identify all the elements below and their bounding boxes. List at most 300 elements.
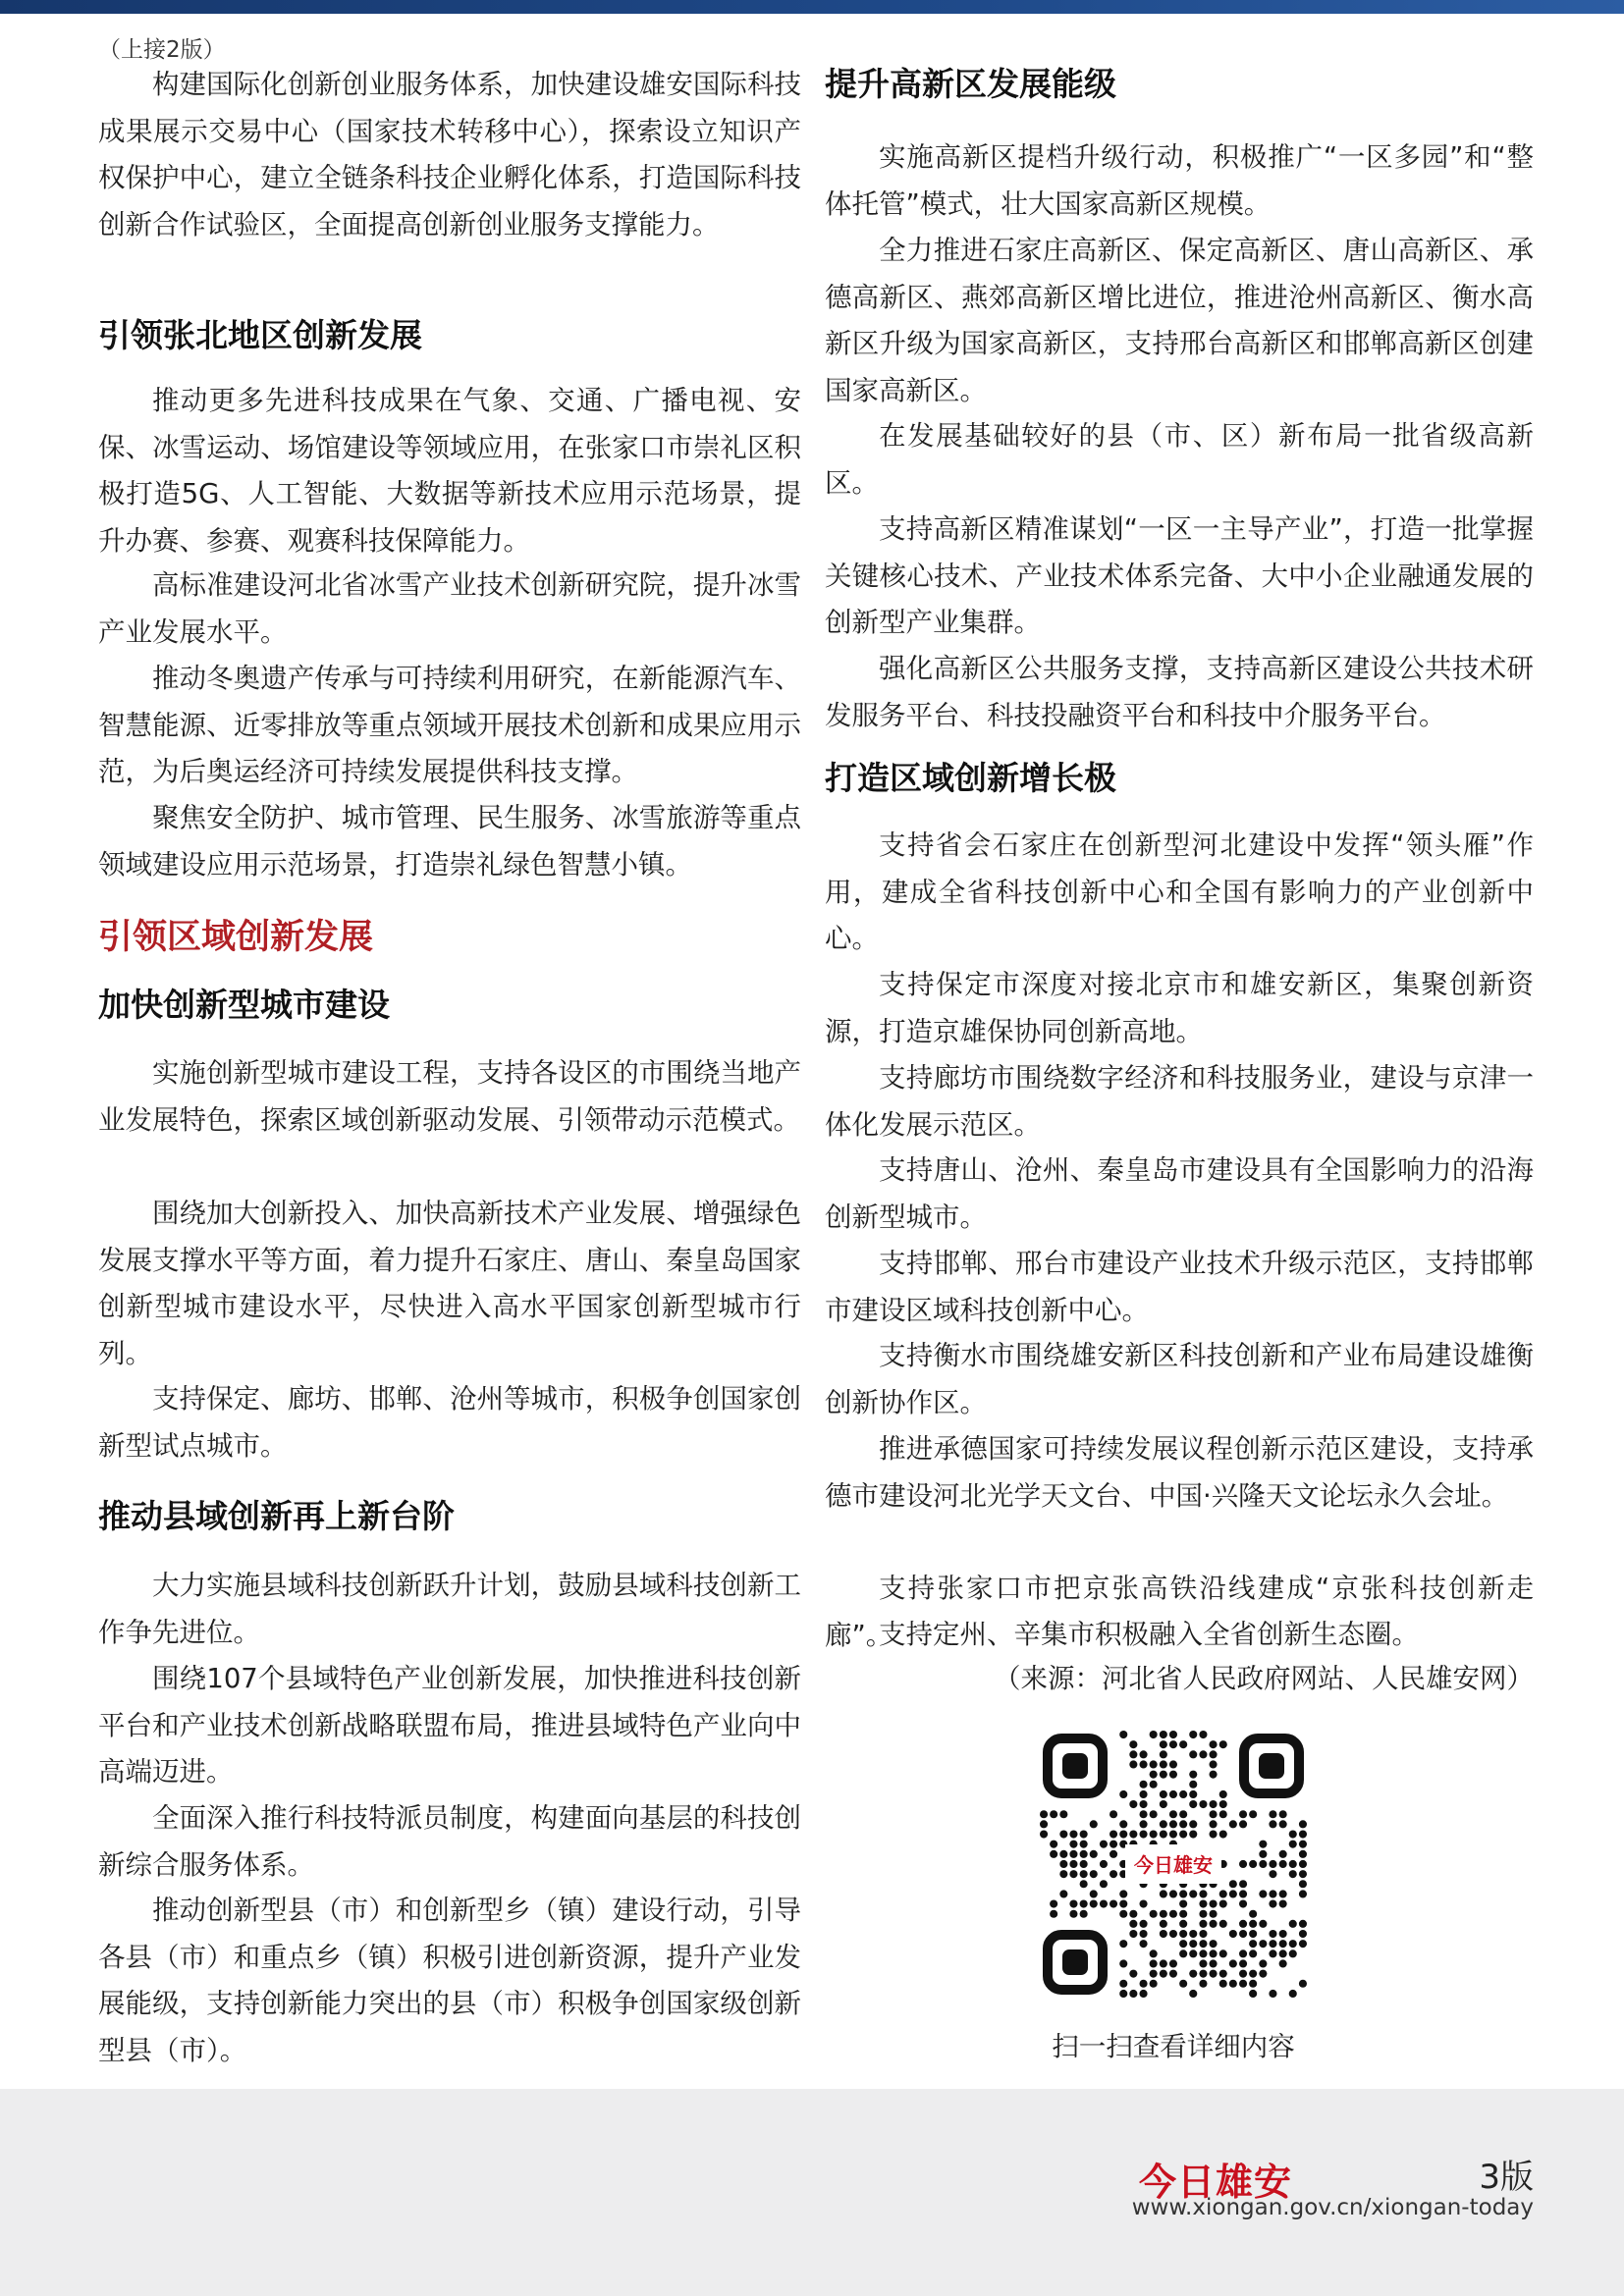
qr-module [1249, 1970, 1257, 1978]
qr-module [1080, 1910, 1088, 1918]
qr-module [1259, 1841, 1267, 1848]
qr-module [1199, 1910, 1207, 1918]
qr-module [1279, 1959, 1287, 1967]
qr-module [1229, 1880, 1237, 1888]
qr-module [1160, 1831, 1167, 1839]
qr-module [1189, 1990, 1197, 1998]
qr-module [1199, 1940, 1207, 1948]
qr-module [1069, 1850, 1077, 1858]
qr-module [1279, 1949, 1287, 1957]
paragraph-growth-6: 支持衡水市围绕雄安新区科技创新和产业布局建设雄衡创新协作区。 [825, 1340, 1534, 1418]
qr-module [1279, 1930, 1287, 1938]
qr-module [1269, 1820, 1276, 1828]
qr-module [1239, 1900, 1247, 1908]
qr-module [1279, 1810, 1287, 1818]
qr-module [1269, 1870, 1276, 1878]
qr-module [1199, 1970, 1207, 1978]
qr-module [1239, 1860, 1247, 1868]
qr-module [1169, 1790, 1177, 1798]
brand-logo-text: 今日雄安 [1139, 2160, 1293, 2204]
qr-module [1299, 1850, 1307, 1858]
paragraph-growth-9: 支持定州、辛集市积极融入全省创新生态圈。 [879, 1619, 1419, 1650]
qr-module [1189, 1949, 1197, 1957]
qr-module [1279, 1850, 1287, 1858]
qr-module [1129, 1750, 1137, 1758]
qr-module [1059, 1860, 1067, 1868]
qr-module [1150, 1771, 1158, 1779]
qr-module [1199, 1731, 1207, 1738]
paragraph-zhangbei-4: 聚焦安全防护、城市管理、民生服务、冰雪旅游等重点领域建设应用示范场景，打造崇礼绿色智慧小镇。 [98, 802, 801, 881]
paragraph-growth-8: 支持张家口市把京张高铁沿线建成“京张科技创新走廊”。 [825, 1573, 1534, 1651]
qr-module [1140, 1980, 1148, 1988]
qr-module [1150, 1831, 1158, 1839]
qr-module [1150, 1781, 1158, 1789]
qr-module [1059, 1890, 1067, 1897]
qr-module [1199, 1800, 1207, 1808]
qr-module [1229, 1959, 1237, 1967]
qr-module [1160, 1920, 1167, 1928]
qr-module [1160, 1970, 1167, 1978]
qr-module [1299, 1860, 1307, 1868]
qr-module [1129, 1920, 1137, 1928]
qr-module [1199, 1920, 1207, 1928]
qr-module [1169, 1820, 1177, 1828]
heading-innovative-city: 加快创新型城市建设 [98, 986, 390, 1024]
paragraph-county-2: 围绕107个县域特色产业创新发展，加快推进科技创新平台和产业技术创新战略联盟布局，推进县域特色产业向中高端迈进。 [98, 1663, 801, 1788]
qr-module [1249, 1940, 1257, 1948]
qr-module [1160, 1800, 1167, 1808]
qr-module [1210, 1800, 1218, 1808]
qr-module [1150, 1760, 1158, 1768]
qr-module [1129, 1740, 1137, 1748]
qr-module [1269, 1890, 1276, 1897]
qr-module [1219, 1890, 1227, 1897]
qr-module [1160, 1740, 1167, 1748]
qr-module [1119, 1959, 1127, 1967]
qr-module [1129, 1930, 1137, 1938]
qr-module [1150, 1970, 1158, 1978]
qr-module [1179, 1900, 1187, 1908]
qr-module [1210, 1831, 1218, 1839]
qr-module [1110, 1831, 1117, 1839]
qr-module [1140, 1831, 1148, 1839]
qr-module [1289, 1949, 1297, 1957]
qr-module [1210, 1920, 1218, 1928]
qr-module [1249, 1980, 1257, 1988]
qr-module [1289, 1831, 1297, 1839]
footer-url[interactable]: www.xiongan.gov.cn/xiongan-today [1131, 2195, 1534, 2220]
qr-module [1189, 1731, 1197, 1738]
qr-module [1090, 1890, 1098, 1897]
qr-module [1219, 1920, 1227, 1928]
qr-module [1179, 1910, 1187, 1918]
qr-module [1169, 1731, 1177, 1738]
paragraph-zhangbei-2: 高标准建设河北省冰雪产业技术创新研究院，提升冰雪产业发展水平。 [98, 569, 801, 648]
qr-module [1129, 1910, 1137, 1918]
qr-module [1119, 1890, 1127, 1897]
qr-module [1160, 1910, 1167, 1918]
qr-module [1259, 1860, 1267, 1868]
qr-module [1080, 1850, 1088, 1858]
qr-module [1239, 1810, 1247, 1818]
qr-module [1199, 1959, 1207, 1967]
qr-module [1140, 1990, 1148, 1998]
qr-module [1229, 1820, 1237, 1828]
qr-module [1259, 1920, 1267, 1928]
qr-module [1249, 1920, 1257, 1928]
qr-module [1150, 1959, 1158, 1967]
qr-module [1179, 1890, 1187, 1897]
qr-module [1179, 1810, 1187, 1818]
qr-module [1239, 1890, 1247, 1897]
qr-module [1069, 1831, 1077, 1839]
qr-module [1169, 1890, 1177, 1897]
qr-module [1119, 1831, 1127, 1839]
top-banner-bar [0, 0, 1624, 14]
qr-module [1069, 1841, 1077, 1848]
qr-module [1289, 1870, 1297, 1878]
qr-code-icon [1039, 1730, 1308, 1999]
qr-module [1299, 1870, 1307, 1878]
qr-module [1119, 1790, 1127, 1798]
qr-module [1189, 1820, 1197, 1828]
paragraph-city-1: 实施创新型城市建设工程，支持各设区的市围绕当地产业发展特色，探索区域创新驱动发展、引领带动示范模式。 [98, 1057, 801, 1136]
qr-module [1299, 1890, 1307, 1897]
qr-module [1150, 1980, 1158, 1988]
qr-module [1239, 1920, 1247, 1928]
qr-module [1050, 1841, 1057, 1848]
qr-module [1299, 1920, 1307, 1928]
qr-code[interactable] [1039, 1730, 1308, 1999]
qr-module [1160, 1771, 1167, 1779]
qr-module [1119, 1980, 1127, 1988]
qr-module [1279, 1890, 1287, 1897]
qr-module [1140, 1810, 1148, 1818]
qr-module [1160, 1790, 1167, 1798]
qr-module [1210, 1910, 1218, 1918]
qr-module [1119, 1820, 1127, 1828]
qr-module [1210, 1949, 1218, 1957]
qr-module [1040, 1820, 1048, 1828]
qr-module [1059, 1870, 1067, 1878]
qr-module [1169, 1930, 1177, 1938]
source-note: （来源：河北省人民政府网站、人民雄安网） [994, 1663, 1534, 1694]
qr-module [1210, 1740, 1218, 1748]
qr-module [1160, 1750, 1167, 1758]
qr-module [1150, 1810, 1158, 1818]
qr-module [1129, 1800, 1137, 1808]
qr-module [1119, 1910, 1127, 1918]
qr-module [1179, 1790, 1187, 1798]
qr-module [1080, 1831, 1088, 1839]
qr-module [1229, 1980, 1237, 1988]
qr-module [1179, 1949, 1187, 1957]
qr-module [1210, 1940, 1218, 1948]
qr-module [1269, 1940, 1276, 1948]
qr-module [1179, 1740, 1187, 1748]
qr-module [1150, 1731, 1158, 1738]
qr-module [1140, 1920, 1148, 1928]
qr-module [1249, 1990, 1257, 1998]
qr-module [1169, 1810, 1177, 1818]
qr-module [1199, 1980, 1207, 1988]
qr-module [1090, 1900, 1098, 1908]
qr-module [1150, 1949, 1158, 1957]
page-number: 3版 [1479, 2158, 1534, 2197]
qr-module [1189, 1940, 1197, 1948]
qr-module [1299, 1980, 1307, 1988]
footer-band [0, 2089, 1624, 2296]
qr-module [1210, 1750, 1218, 1758]
qr-module [1269, 1860, 1276, 1868]
qr-module [1239, 1959, 1247, 1967]
qr-module [1189, 1781, 1197, 1789]
qr-module [1080, 1900, 1088, 1908]
qr-module [1210, 1959, 1218, 1967]
qr-module [1210, 1771, 1218, 1779]
qr-module [1110, 1900, 1117, 1908]
qr-module [1269, 1810, 1276, 1818]
qr-caption: 扫一扫查看详细内容 [1052, 2031, 1295, 2062]
qr-module [1259, 1959, 1267, 1967]
qr-module [1140, 1940, 1148, 1948]
qr-module [1050, 1900, 1057, 1908]
qr-module [1219, 1831, 1227, 1839]
qr-module [1249, 1860, 1257, 1868]
paragraph-growth-2: 支持保定市深度对接北京市和雄安新区，集聚创新资源，打造京雄保协同创新高地。 [825, 969, 1534, 1047]
qr-module [1110, 1850, 1117, 1858]
qr-module [1210, 1810, 1218, 1818]
qr-module [1100, 1860, 1108, 1868]
qr-module [1269, 1949, 1276, 1957]
qr-module [1199, 1900, 1207, 1908]
paragraph-zhangbei-1: 推动更多先进科技成果在气象、交通、广播电视、安保、冰雪运动、场馆建设等领域应用，在张家口市崇礼区积极打造5G、人工智能、大数据等新技术应用示范场景，提升办赛、参赛、观赛科技保障能力。 [98, 385, 801, 557]
paragraph-county-4: 推动创新型县（市）和创新型乡（镇）建设行动，引导各县（市）和重点乡（镇）积极引进创新资源，提升产业发展能级，支持创新能力突出的县（市）积极争创国家级创新型县（市）。 [98, 1895, 801, 2066]
qr-module [1140, 1820, 1148, 1828]
qr-module [1179, 1980, 1187, 1988]
qr-module [1189, 1750, 1197, 1758]
qr-module [1199, 1750, 1207, 1758]
qr-module [1169, 1970, 1177, 1978]
qr-module [1100, 1841, 1108, 1848]
paragraph-hitech-5: 强化高新区公共服务支撑，支持高新区建设公共技术研发服务平台、科技投融资平台和科技中介服务平台。 [825, 653, 1534, 731]
paragraph-hitech-2: 全力推进石家庄高新区、保定高新区、唐山高新区、承德高新区、燕郊高新区增比进位，推进沧州高新区、衡水高新区升级为国家高新区，支持邢台高新区和邯郸高新区创建国家高新区。 [825, 235, 1534, 406]
qr-module [1080, 1870, 1088, 1878]
qr-module [1110, 1810, 1117, 1818]
qr-module [1110, 1841, 1117, 1848]
paragraph-hitech-4: 支持高新区精准谋划“一区一主导产业”，打造一批掌握关键核心技术、产业技术体系完备、大中小企业融通发展的创新型产业集群。 [825, 513, 1534, 638]
paragraph-hitech-1: 实施高新区提档升级行动，积极推广“一区多园”和“整体托管”模式，壮大国家高新区规模。 [825, 141, 1534, 220]
qr-module [1199, 1930, 1207, 1938]
paragraph-city-3: 支持保定、廊坊、邯郸、沧州等城市，积极争创国家创新型试点城市。 [98, 1383, 801, 1462]
qr-module [1119, 1731, 1127, 1738]
qr-module [1249, 1910, 1257, 1918]
qr-module [1050, 1810, 1057, 1818]
qr-module [1140, 1781, 1148, 1789]
qr-module [1299, 1831, 1307, 1839]
qr-module [1140, 1790, 1148, 1798]
qr-module [1269, 1930, 1276, 1938]
qr-module [1080, 1841, 1088, 1848]
qr-module [1189, 1771, 1197, 1779]
qr-module [1210, 1760, 1218, 1768]
qr-module [1100, 1880, 1108, 1888]
qr-module [1080, 1880, 1088, 1888]
heading-zhangbei: 引领张北地区创新发展 [98, 316, 422, 354]
qr-module [1189, 1800, 1197, 1808]
qr-module [1100, 1900, 1108, 1908]
qr-module [1279, 1820, 1287, 1828]
qr-module [1239, 1820, 1247, 1828]
qr-module [1150, 1910, 1158, 1918]
qr-module [1289, 1920, 1297, 1928]
qr-module [1140, 1760, 1148, 1768]
qr-module [1299, 1841, 1307, 1848]
qr-module [1140, 1750, 1148, 1758]
qr-module [1239, 1970, 1247, 1978]
qr-module [1210, 1900, 1218, 1908]
qr-module [1239, 1930, 1247, 1938]
qr-module [1289, 1990, 1297, 1998]
qr-module [1169, 1910, 1177, 1918]
qr-module [1219, 1810, 1227, 1818]
paragraph-growth-5: 支持邯郸、邢台市建设产业技术升级示范区，支持邯郸市建设区域科技创新中心。 [825, 1248, 1534, 1326]
qr-module [1259, 1890, 1267, 1897]
qr-module [1219, 1970, 1227, 1978]
paragraph-city-2: 围绕加大创新投入、加快高新技术产业发展、增强绿色发展支撑水平等方面，着力提升石家庄、唐山、秦皇岛国家创新型城市建设水平，尽快进入高水平国家创新型城市行列。 [98, 1198, 801, 1369]
paragraph-zhangbei-3: 推动冬奥遗产传承与可持续利用研究，在新能源汽车、智慧能源、近零排放等重点领域开展技术创新和成果应用示范，为后奥运经济可持续发展提供科技支撑。 [98, 663, 801, 787]
qr-module [1160, 1959, 1167, 1967]
qr-module [1189, 1970, 1197, 1978]
qr-module [1210, 1820, 1218, 1828]
qr-module [1189, 1831, 1197, 1839]
paragraph-growth-3: 支持廊坊市围绕数字经济和科技服务业，建设与京津一体化发展示范区。 [825, 1062, 1534, 1141]
qr-module [1239, 1949, 1247, 1957]
paragraph-growth-1: 支持省会石家庄在创新型河北建设中发挥“领头雁”作用，建成全省科技创新中心和全国有影响力的产业创新中心。 [825, 829, 1534, 954]
qr-module [1160, 1820, 1167, 1828]
qr-module [1129, 1990, 1137, 1998]
qr-module [1129, 1970, 1137, 1978]
qr-module [1189, 1930, 1197, 1938]
qr-module [1219, 1949, 1227, 1957]
qr-module [1119, 1990, 1127, 1998]
qr-module [1140, 1930, 1148, 1938]
paragraph-hitech-3: 在发展基础较好的县（市、区）新布局一批省级高新区。 [825, 420, 1534, 499]
qr-module [1229, 1890, 1237, 1897]
qr-module [1179, 1831, 1187, 1839]
qr-module [1160, 1930, 1167, 1938]
qr-module [1080, 1860, 1088, 1868]
qr-module [1299, 1820, 1307, 1828]
qr-module [1040, 1831, 1048, 1839]
qr-module [1179, 1920, 1187, 1928]
qr-module [1059, 1850, 1067, 1858]
qr-module [1129, 1760, 1137, 1768]
paragraph-service-system: 构建国际化创新创业服务体系，加快建设雄安国际科技成果展示交易中心（国家技术转移中心），探索设立知识产权保护中心，建立全链条科技企业孵化体系，打造国际科技创新合作试验区，全面提高创新创业服务支撑能力。 [98, 69, 801, 240]
continuation-note: （上接2版） [98, 37, 226, 63]
qr-module [1140, 1800, 1148, 1808]
qr-module [1249, 1930, 1257, 1938]
qr-module [1179, 1940, 1187, 1948]
qr-module [1129, 1831, 1137, 1839]
qr-module [1219, 1740, 1227, 1748]
qr-module [1040, 1810, 1048, 1818]
qr-module [1269, 1990, 1276, 1998]
paragraph-county-3: 全面深入推行科技特派员制度，构建面向基层的科技创新综合服务体系。 [98, 1802, 801, 1881]
qr-module [1229, 1930, 1237, 1938]
qr-module [1219, 1800, 1227, 1808]
qr-module [1179, 1820, 1187, 1828]
qr-module [1249, 1949, 1257, 1957]
qr-module [1269, 1900, 1276, 1908]
qr-module [1119, 1940, 1127, 1948]
qr-module [1299, 1880, 1307, 1888]
qr-module [1179, 1930, 1187, 1938]
qr-module [1140, 1900, 1148, 1908]
qr-module [1219, 1980, 1227, 1988]
qr-module [1069, 1900, 1077, 1908]
qr-module [1050, 1910, 1057, 1918]
qr-module [1239, 1880, 1247, 1888]
qr-module [1189, 1890, 1197, 1897]
qr-module [1069, 1870, 1077, 1878]
qr-module [1279, 1940, 1287, 1948]
qr-module [1059, 1810, 1067, 1818]
qr-module [1249, 1810, 1257, 1818]
qr-module [1259, 1940, 1267, 1948]
qr-module [1119, 1900, 1127, 1908]
qr-module [1199, 1890, 1207, 1897]
paragraph-county-1: 大力实施县域科技创新跃升计划，鼓励县域科技创新工作争先进位。 [98, 1570, 801, 1648]
qr-module [1110, 1870, 1117, 1878]
qr-module [1219, 1900, 1227, 1908]
qr-module [1169, 1831, 1177, 1839]
qr-center-logo: 今日雄安 [1134, 1853, 1213, 1877]
qr-module [1299, 1930, 1307, 1938]
qr-module [1279, 1860, 1287, 1868]
qr-module [1160, 1760, 1167, 1768]
qr-module [1069, 1910, 1077, 1918]
qr-module [1289, 1860, 1297, 1868]
qr-module [1289, 1940, 1297, 1948]
heading-growth-pole: 打造区域创新增长极 [825, 759, 1116, 797]
qr-module [1050, 1850, 1057, 1858]
heading-county: 推动县域创新再上新台阶 [98, 1497, 455, 1535]
paragraph-growth-4: 支持唐山、沧州、秦皇岛市建设具有全国影响力的沿海创新型城市。 [825, 1154, 1534, 1233]
qr-module [1169, 1760, 1177, 1768]
qr-module [1199, 1949, 1207, 1957]
qr-module [1090, 1870, 1098, 1878]
qr-module [1059, 1831, 1067, 1839]
qr-module [1210, 1970, 1218, 1978]
qr-module [1069, 1860, 1077, 1868]
qr-module [1189, 1790, 1197, 1798]
qr-module [1239, 1980, 1247, 1988]
section-title-regional: 引领区域创新发展 [98, 918, 374, 957]
qr-module [1160, 1731, 1167, 1738]
qr-module [1299, 1940, 1307, 1948]
paragraph-growth-7: 推进承德国家可持续发展议程创新示范区建设，支持承德市建设河北光学天文台、中国·兴隆天文论坛永久会址。 [825, 1433, 1534, 1512]
qr-module [1169, 1771, 1177, 1779]
qr-module [1169, 1959, 1177, 1967]
qr-module [1090, 1820, 1098, 1828]
qr-module [1090, 1850, 1098, 1858]
heading-hitech-zone: 提升高新区发展能级 [825, 65, 1116, 103]
qr-module [1219, 1790, 1227, 1798]
qr-module [1259, 1970, 1267, 1978]
qr-module [1279, 1900, 1287, 1908]
qr-module [1289, 1841, 1297, 1848]
